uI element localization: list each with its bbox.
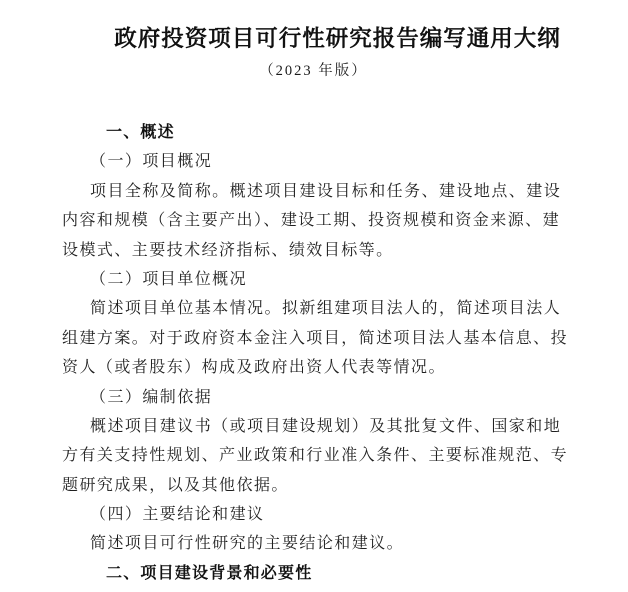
paragraph-line: 方有关支持性规划、产业政策和行业准入条件、主要标准规范、专: [62, 447, 569, 465]
paragraph-line: 简述项目单位基本情况。拟新组建项目法人的，简述项目法人: [90, 300, 562, 318]
paragraph-line: 内容和规模（含主要产出）、建设工期、投资规模和资金来源、建: [62, 212, 561, 230]
paragraph-line: 简述项目可行性研究的主要结论和建议。: [90, 535, 405, 553]
subsection-heading-1-4: （四）主要结论和建议: [90, 506, 265, 524]
document-header: [62, 24, 565, 82]
document-body: [62, 118, 569, 588]
paragraph-line: 资人（或者股东）构成及政府出资人代表等情况。: [62, 359, 446, 377]
paragraph-line: 项目全称及简称。概述项目建设目标和任务、建设地点、建设: [90, 182, 562, 200]
section-heading-2: 二、项目建设背景和必要性: [106, 564, 313, 582]
subsection-heading-1-2: （二）项目单位概况: [90, 270, 248, 288]
paragraph-line: 组建方案。对于政府资本金注入项目，简述项目法人基本信息、投: [62, 329, 569, 347]
section-heading-1: 一、概述: [106, 124, 175, 141]
subsection-heading-1-3: （三）编制依据: [90, 388, 213, 406]
paragraph-line: 题研究成果，以及其他依据。: [62, 476, 289, 494]
paragraph-line: 设模式、主要技术经济指标、绩效目标等。: [62, 241, 394, 259]
subsection-heading-1-1: （一）项目概况: [90, 153, 213, 171]
paragraph-line: 概述项目建议书（或项目建设规划）及其批复文件、国家和地: [90, 417, 562, 435]
document-title: 政府投资项目可行性研究报告编写通用大纲: [114, 26, 561, 51]
document-subtitle: （2023 年版）: [259, 63, 368, 79]
